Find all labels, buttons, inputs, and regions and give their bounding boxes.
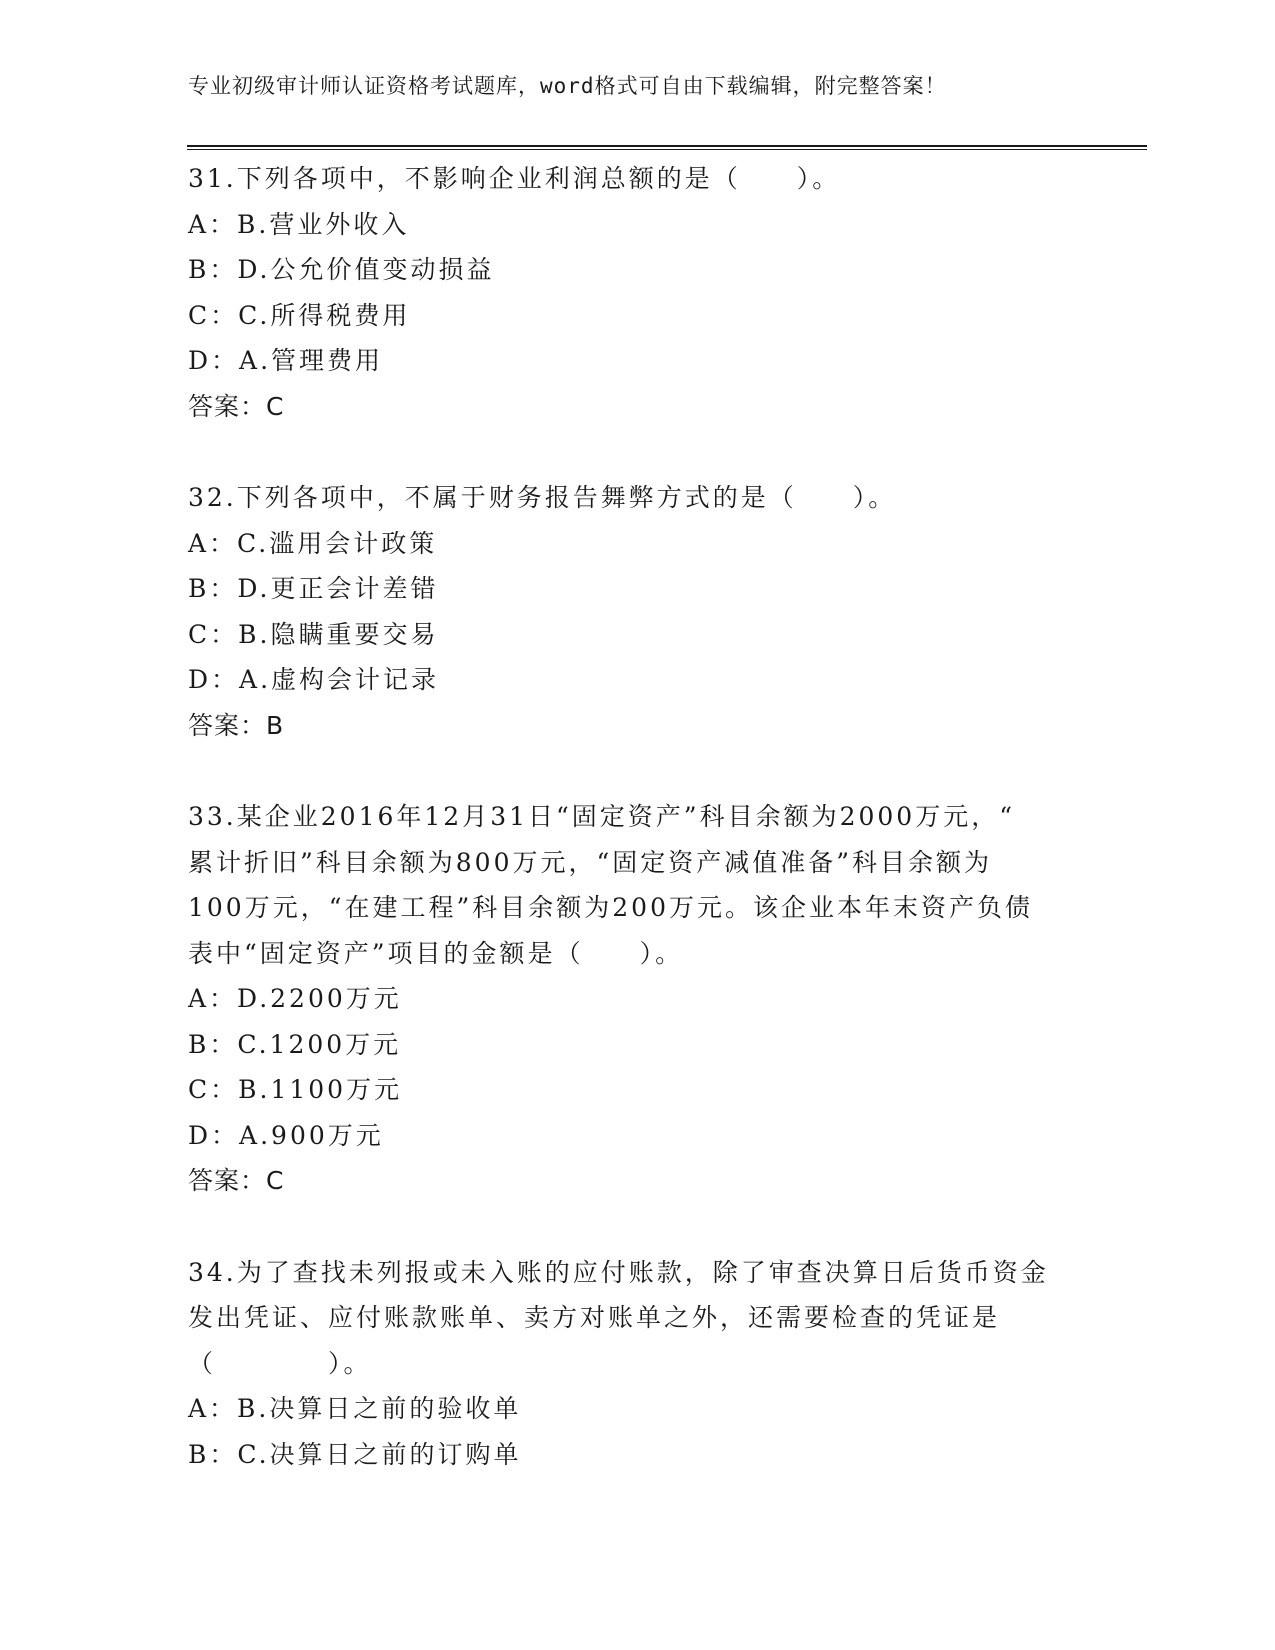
question-34 [188, 1250, 1088, 1478]
option-b: B：C.1200万元 [188, 1029, 402, 1059]
stem-line: （ ）。 [188, 1348, 372, 1378]
answer: 答案：C [188, 391, 285, 421]
option-c: C：B.1100万元 [188, 1075, 403, 1104]
option-d: D：A.管理费用 [188, 346, 384, 375]
stem-line: 表中“固定资产”项目的金额是（ ）。 [188, 938, 684, 968]
stem-line: 34.为了查找未列报或未入账的应付账款，除了审查决算日后货币资金 [188, 1257, 1049, 1287]
question-32 [188, 475, 1088, 748]
question-stem [188, 475, 1088, 521]
option-c: C：C.所得税费用 [188, 300, 411, 330]
option-d: D：A.900万元 [188, 1120, 384, 1150]
question-list [188, 156, 1088, 1523]
option-b: B：C.决算日之前的订购单 [188, 1439, 522, 1469]
page-header: 专业初级审计师认证资格考试题库，word格式可自由下载编辑，附完整答案！ [188, 74, 947, 98]
option-c: C：B.隐瞒重要交易 [188, 619, 439, 649]
option-a: A：C.滥用会计政策 [188, 528, 438, 558]
answer: 答案：C [188, 1166, 285, 1195]
answer: 答案：B [188, 710, 285, 740]
question-stem [188, 156, 1088, 202]
stem-line: 31.下列各项中，不影响企业利润总额的是（ ）。 [188, 164, 841, 193]
stem-line: 32.下列各项中，不属于财务报告舞弊方式的是（ ）。 [188, 483, 897, 512]
option-a: A：B.营业外收入 [188, 209, 410, 239]
stem-line: 100万元，“在建工程”科目余额为200万元。该企业本年末资产负债 [188, 893, 1033, 922]
question-stem [188, 1250, 1088, 1387]
option-b: B：D.公允价值变动损益 [188, 255, 495, 284]
question-33 [188, 794, 1088, 1204]
stem-line: 发出凭证、应付账款账单、卖方对账单之外，还需要检查的凭证是 [188, 1303, 1001, 1332]
option-a: A：B.决算日之前的验收单 [188, 1394, 522, 1423]
header-divider [187, 145, 1147, 150]
question-stem [188, 794, 1088, 976]
question-31 [188, 156, 1088, 429]
stem-line: 33.某企业2016年12月31日“固定资产”科目余额为2000万元，“ [188, 802, 1015, 831]
option-a: A：D.2200万元 [188, 984, 402, 1013]
stem-line: 累计折旧”科目余额为800万元，“固定资产减值准备”科目余额为 [188, 847, 993, 877]
option-d: D：A.虚构会计记录 [188, 665, 440, 694]
option-b: B：D.更正会计差错 [188, 574, 439, 603]
